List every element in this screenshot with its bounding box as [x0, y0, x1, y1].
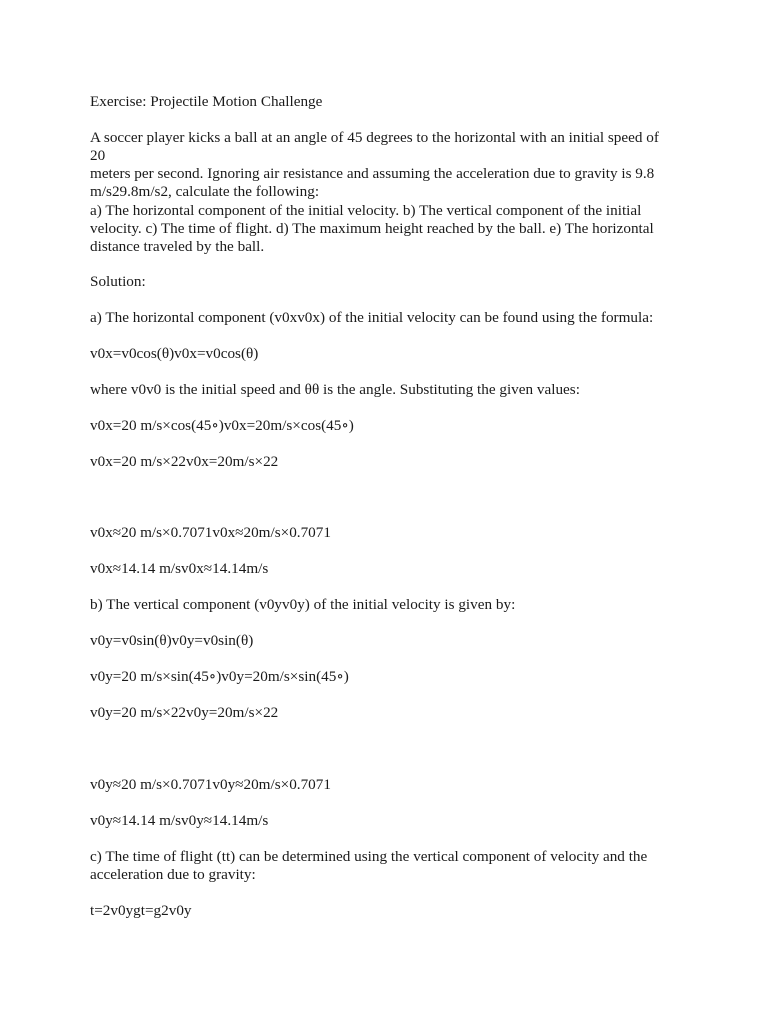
part-a-where: where v0v0 is the initial speed and θθ is the angle. Substituting the given values: [90, 381, 580, 398]
problem-statement [90, 129, 670, 201]
part-b-step: v0y≈14.14 m/sv0y≈14.14m/s [90, 812, 269, 829]
part-b-step: v0y=20 m/s×22v0y=20m/s×22 [90, 704, 279, 721]
part-a-step: v0x≈20 m/s×0.7071v0x≈20m/s×0.7071 [90, 524, 331, 541]
document-title: Exercise: Projectile Motion Challenge [90, 93, 323, 110]
questions-line: a) The horizontal component of the initial velocity. b) The vertical component of the initial [90, 202, 642, 219]
part-b-step: v0y≈20 m/s×0.7071v0y≈20m/s×0.7071 [90, 776, 331, 793]
part-a-formula: v0x=v0cos(θ)v0x=v0cos(θ) [90, 345, 259, 362]
questions-list [90, 202, 670, 256]
part-a-step: v0x≈14.14 m/sv0x≈14.14m/s [90, 560, 269, 577]
problem-line: A soccer player kicks a ball at an angle of 45 degrees to the horizontal with an initial speed of 20 [90, 129, 659, 164]
part-c-line: acceleration due to gravity: [90, 866, 256, 883]
part-a-intro: a) The horizontal component (v0xv0x) of the initial velocity can be found using the formula: [90, 309, 654, 326]
questions-line: distance traveled by the ball. [90, 238, 265, 255]
part-c-formula: t=2v0ygt=g2v0y [90, 902, 192, 919]
part-c-intro [90, 848, 670, 884]
part-b-formula: v0y=v0sin(θ)v0y=v0sin(θ) [90, 632, 254, 649]
problem-line: meters per second. Ignoring air resistance and assuming the acceleration due to gravity is 9.8 [90, 165, 655, 182]
part-a-step: v0x=20 m/s×cos(45∘)v0x=20m/s×cos(45∘) [90, 417, 354, 434]
solution-heading: Solution: [90, 273, 146, 290]
part-b-step: v0y=20 m/s×sin(45∘)v0y=20m/s×sin(45∘) [90, 668, 349, 685]
questions-line: velocity. c) The time of flight. d) The maximum height reached by the ball. e) The horizontal [90, 220, 654, 237]
part-a-step: v0x=20 m/s×22v0x=20m/s×22 [90, 453, 279, 470]
part-b-intro: b) The vertical component (v0yv0y) of the initial velocity is given by: [90, 596, 516, 613]
part-c-line: c) The time of flight (tt) can be determined using the vertical component of velocity and the [90, 848, 648, 865]
problem-line: m/s29.8m/s2, calculate the following: [90, 183, 320, 200]
